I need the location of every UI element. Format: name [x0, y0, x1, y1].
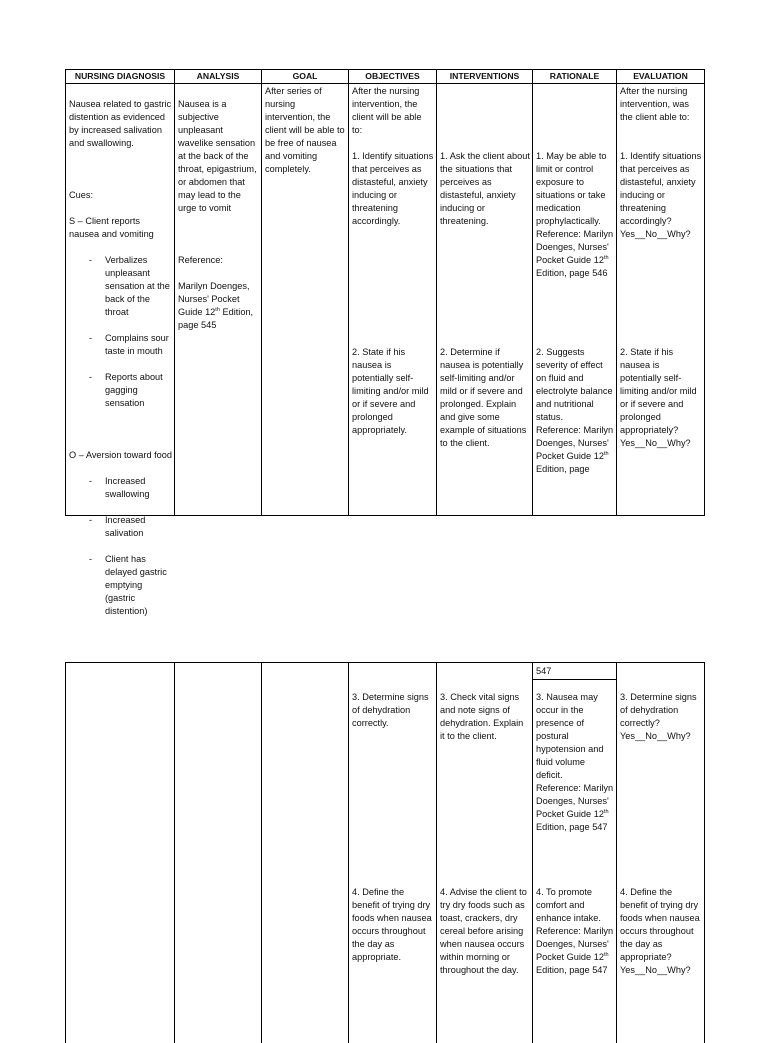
- analysis-reference-label: Reference:: [178, 255, 223, 265]
- objective-4: 4. Define the benefit of trying dry foods when nausea occurs throughout the day as appropriate.: [352, 887, 432, 962]
- column-rationale: [532, 70, 616, 515]
- column-goal: [261, 70, 348, 515]
- diagnosis-statement: Nausea related to gastric distention as evidenced by increased salivation and swallowing.: [69, 99, 172, 148]
- intervention-4: 4. Advise the client to try dry foods such as toast, crackers, dry cereal before arising when nausea occurs within morning or throughout the day.: [440, 887, 527, 975]
- goal-text: After series of nursing intervention, the client will be able to be free of nausea and vomiting completely.: [265, 86, 345, 174]
- evaluation-4: 4. Define the benefit of trying dry foods when nausea occurs throughout the day as appropriate? Yes__No__Why?: [620, 887, 700, 975]
- rationale-3: 3. Nausea may occur in the presence of postural hypotension and fluid volume deficit. Reference: Marilyn Doenges, Nurses' Pocket Guide 12th Edition, page 547: [536, 692, 614, 832]
- header-analysis: ANALYSIS: [175, 70, 261, 84]
- rationale-1: 1. May be able to limit or control exposure to situations or take medication prophylactically. Reference: Marilyn Doenges, Nurses' Pocket Guide 12th Edition, page 546: [536, 151, 614, 278]
- care-plan-table-page-2: [65, 662, 705, 1043]
- column-evaluation: [616, 663, 704, 1043]
- header-rationale: RATIONALE: [533, 70, 616, 84]
- column-analysis: [174, 70, 261, 515]
- header-objectives: OBJECTIVES: [349, 70, 436, 84]
- header-goal: GOAL: [262, 70, 348, 84]
- column-nursing-diagnosis: [66, 663, 174, 1043]
- list-item: - Increased swallowing: [89, 476, 150, 499]
- header-evaluation: EVALUATION: [617, 70, 704, 84]
- subjective-cues-label: S – Client reports nausea and vomiting: [69, 216, 154, 239]
- evaluation-1: 1. Identify situations that perceives as distasteful, anxiety inducing or threatening accordingly? Yes__No__Why?: [620, 151, 702, 239]
- header-interventions: INTERVENTIONS: [437, 70, 532, 84]
- column-objectives: [348, 70, 436, 515]
- column-objectives: [348, 663, 436, 1043]
- diagnosis-content: [69, 85, 172, 631]
- column-goal: [261, 663, 348, 1043]
- analysis-reference: Marilyn Doenges, Nurses' Pocket Guide 12th Edition, page 545: [178, 281, 254, 330]
- rationale-4: 4. To promote comfort and enhance intake. Reference: Marilyn Doenges, Nurses' Pocket Guide 12th Edition, page 547: [536, 887, 614, 975]
- column-interventions: [436, 70, 532, 515]
- list-item: - Increased salivation: [89, 515, 146, 538]
- column-interventions: [436, 663, 532, 1043]
- analysis-text: Nausea is a subjective unpleasant wavelike sensation at the back of the throat, epigastrium, or abdomen that may lead to the urge to vomit: [178, 99, 257, 213]
- intervention-1: 1. Ask the client about the situations that perceives as distasteful, anxiety inducing or threatening.: [440, 151, 530, 226]
- analysis-content: [178, 85, 259, 345]
- evaluation-2: 2. State if his nausea is potentially self-limiting and/or mild or if severe and prolonged appropriately? Yes__No__Why?: [620, 347, 697, 448]
- objective-3: 3. Determine signs of dehydration correctly.: [352, 692, 429, 728]
- rationale-2-continued: 547: [536, 666, 552, 676]
- objective-cues-label: O – Aversion toward food: [69, 450, 172, 460]
- objective-2: 2. State if his nausea is potentially self-limiting and/or mild or if severe and prolonged appropriately.: [352, 347, 429, 435]
- objectives-intro: After the nursing intervention, the client will be able to:: [352, 86, 422, 135]
- rationale-2: 2. Suggests severity of effect on fluid and electrolyte balance and nutritional status. Reference: Marilyn Doenges, Nurses' Pocket Guide 12th Edition, page: [536, 347, 614, 474]
- evaluation-3: 3. Determine signs of dehydration correctly? Yes__No__Why?: [620, 692, 697, 741]
- column-rationale: [532, 663, 616, 1043]
- header-nursing-diagnosis: NURSING DIAGNOSIS: [66, 70, 174, 84]
- column-evaluation: [616, 70, 704, 515]
- list-item: - Reports about gagging sensation: [89, 372, 163, 408]
- column-analysis: [174, 663, 261, 1043]
- intervention-2: 2. Determine if nausea is potentially self-limiting and/or mild or if severe and prolonged. Explain and give some example of situations to the client.: [440, 347, 527, 448]
- list-item: - Client has delayed gastric emptying (gastric distention): [89, 554, 167, 616]
- row-divider: [532, 679, 616, 680]
- care-plan-table-page-1: [65, 69, 705, 616]
- column-nursing-diagnosis: [66, 70, 174, 616]
- intervention-3: 3. Check vital signs and note signs of dehydration. Explain it to the client.: [440, 692, 524, 741]
- objective-1: 1. Identify situations that perceives as distasteful, anxiety inducing or threatening accordingly.: [352, 151, 434, 226]
- list-item: - Complains sour taste in mouth: [89, 333, 169, 356]
- list-item: - Verbalizes unpleasant sensation at the back of the throat: [89, 255, 170, 317]
- evaluation-intro: After the nursing intervention, was the client able to:: [620, 86, 690, 122]
- cues-label: Cues:: [69, 190, 94, 200]
